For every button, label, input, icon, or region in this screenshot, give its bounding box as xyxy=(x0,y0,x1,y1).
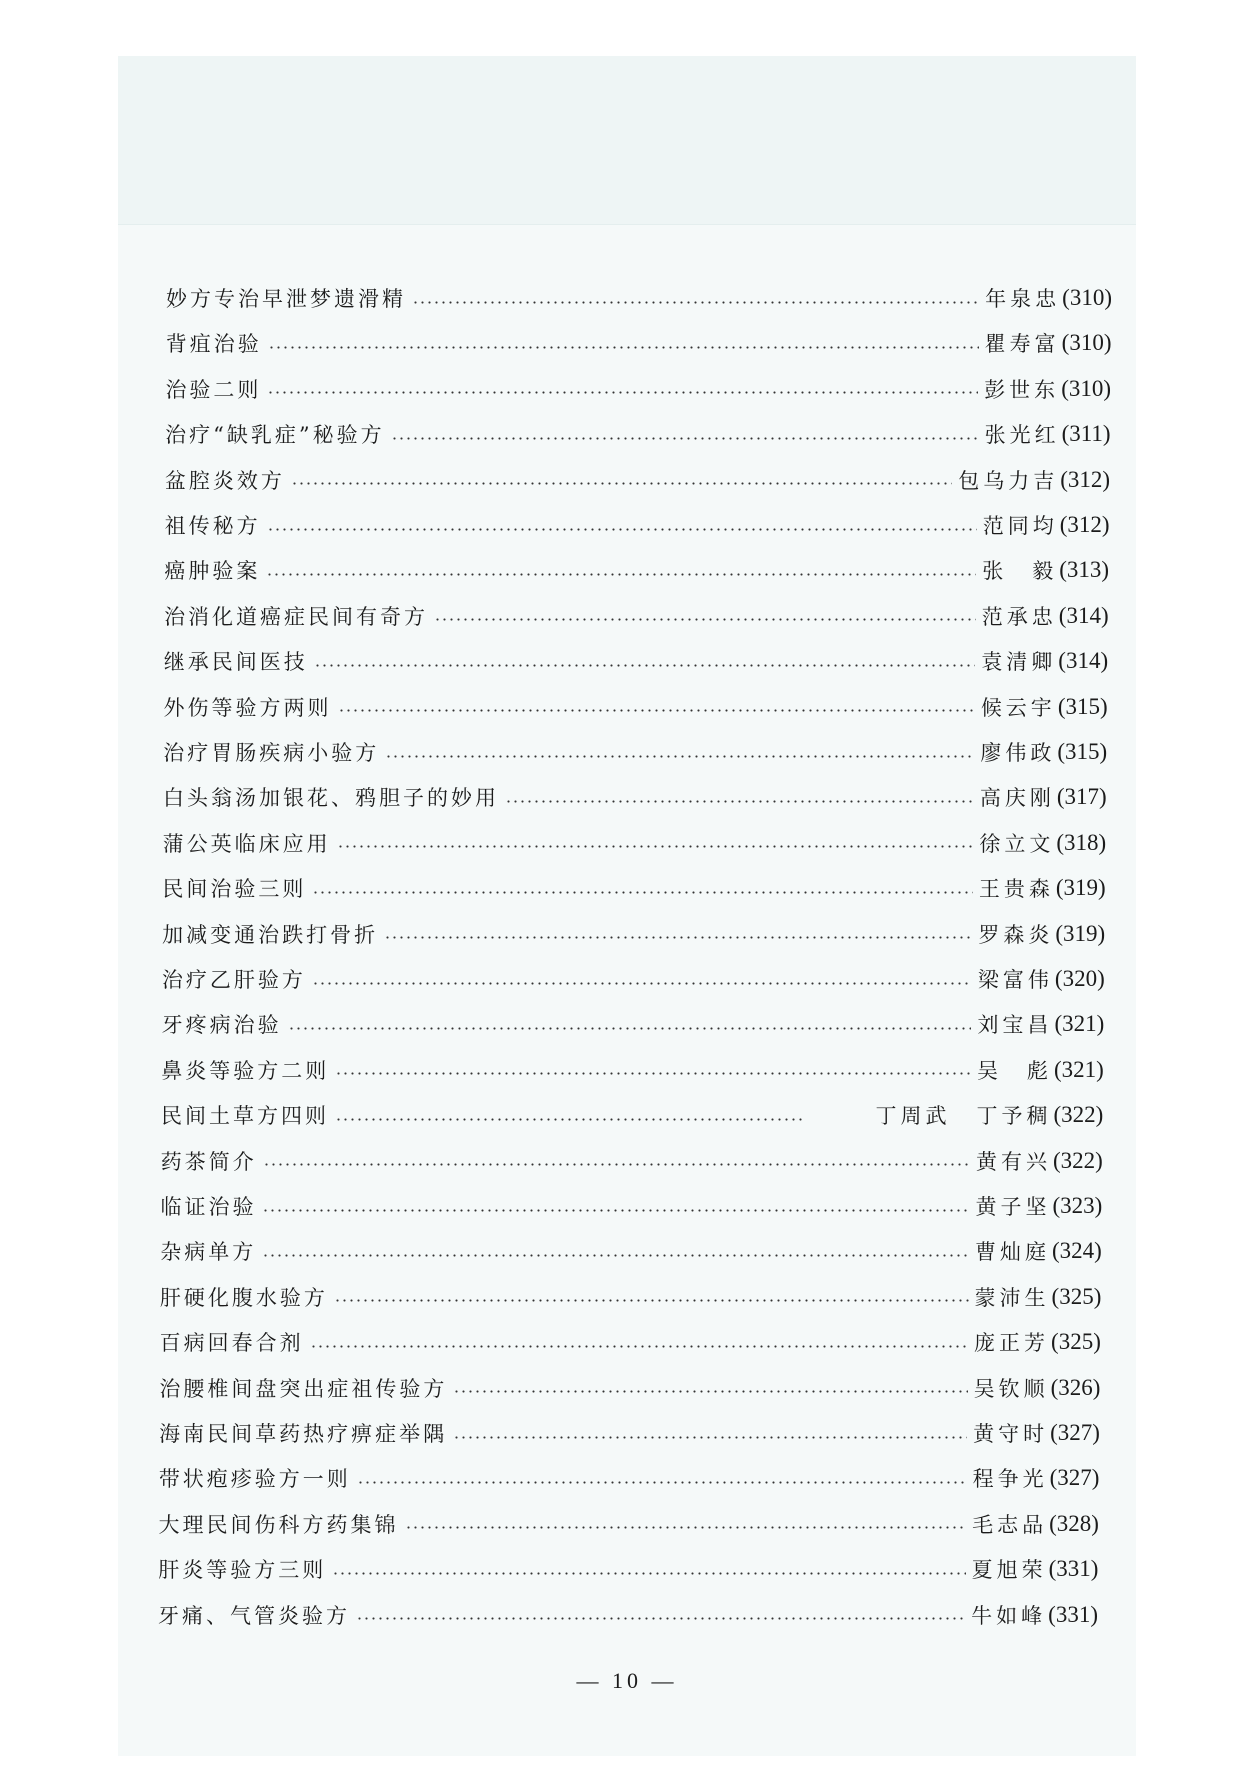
toc-entry xyxy=(159,1368,1100,1408)
toc-entry-author: 袁清卿 xyxy=(981,650,1057,675)
toc-entry xyxy=(162,868,1105,908)
toc-entry-page: (324) xyxy=(1052,1238,1102,1264)
toc-entry-page: (321) xyxy=(1053,1056,1104,1082)
toc-entry-page: (321) xyxy=(1054,1011,1105,1037)
page-number: — 10 — xyxy=(576,1668,678,1693)
dot-leader xyxy=(332,1572,965,1575)
toc-entry-title: 白头翁汤加银花、鸦胆子的妙用 xyxy=(162,786,499,811)
toc-entry-page: (314) xyxy=(1058,648,1109,674)
toc-entry-author: 庞正芳 xyxy=(974,1331,1050,1356)
toc-entry-author: 黄子坚 xyxy=(975,1195,1051,1219)
toc-entry-author: 廖伟政 xyxy=(980,741,1056,765)
toc-entry xyxy=(158,1549,1098,1589)
toc-entry xyxy=(158,1595,1098,1635)
dot-leader xyxy=(335,1118,805,1121)
dot-leader xyxy=(405,1526,967,1529)
toc-entry-title: 鼻炎等验方二则 xyxy=(161,1058,330,1083)
dot-leader xyxy=(453,1436,967,1439)
toc-entry xyxy=(159,1413,1100,1453)
dot-leader xyxy=(263,1163,970,1166)
toc-entry-author: 年泉忠 xyxy=(985,287,1061,311)
dot-leader xyxy=(338,709,975,712)
toc-entry-title: 大理民间伤科方药集锦 xyxy=(158,1512,399,1537)
toc-entry-author: 牛如峰 xyxy=(971,1603,1047,1628)
toc-entry-page: (310) xyxy=(1062,285,1112,310)
toc-entry-title: 药茶简介 xyxy=(160,1149,257,1174)
toc-entry-title: 海南民间草药热疗痹症举隅 xyxy=(159,1422,448,1446)
toc-entry-author: 蒙沛生 xyxy=(974,1285,1050,1310)
toc-entry-author: 黄守时 xyxy=(973,1422,1049,1446)
toc-entry xyxy=(164,641,1108,681)
toc-entry-author: 夏旭荣 xyxy=(971,1558,1047,1583)
toc-entry-page: (322) xyxy=(1053,1102,1104,1128)
toc-entry-page: (331) xyxy=(1048,1556,1099,1582)
toc-entry xyxy=(165,369,1111,409)
toc-entry xyxy=(166,278,1112,318)
toc-entry-page: (322) xyxy=(1052,1147,1103,1173)
toc-entry-title: 治消化道癌症民间有奇方 xyxy=(164,604,429,629)
toc-entry-author: 黄有兴 xyxy=(975,1149,1051,1174)
toc-entry-author: 曹灿庭 xyxy=(975,1240,1051,1265)
toc-entry xyxy=(163,732,1107,772)
toc-entry-author: 张 毅 xyxy=(982,559,1058,584)
toc-entry-title: 祖传秘方 xyxy=(164,514,261,538)
dot-leader xyxy=(312,891,972,894)
toc-entry-page: (326) xyxy=(1050,1374,1101,1400)
toc-entry-title: 临证治验 xyxy=(160,1195,257,1219)
dot-leader xyxy=(453,1390,967,1393)
dot-leader xyxy=(391,437,979,440)
toc-entry-title: 妙方专治早泄梦遗滑精 xyxy=(166,287,406,311)
toc-entry xyxy=(160,1231,1102,1271)
toc-entry xyxy=(161,1050,1103,1090)
dot-leader xyxy=(337,845,974,848)
dot-leader xyxy=(334,1299,969,1302)
toc-entry-page: (312) xyxy=(1059,512,1110,537)
toc-entry xyxy=(163,823,1107,863)
toc-entry xyxy=(164,550,1109,590)
toc-entry xyxy=(161,1141,1103,1181)
dot-leader xyxy=(268,346,979,349)
toc-entry xyxy=(162,914,1105,954)
toc-entry-title: 治腰椎间盘突出症祖传验方 xyxy=(159,1376,448,1401)
toc-entry-title: 盆腔炎效方 xyxy=(164,468,285,493)
dot-leader xyxy=(266,573,976,576)
toc-entry-title: 民间治验三则 xyxy=(162,877,307,902)
toc-entry-author: 刘宝昌 xyxy=(977,1013,1053,1038)
toc-entry-page: (319) xyxy=(1055,875,1106,901)
toc-entry xyxy=(164,596,1109,636)
toc-entry-coauthor: 丁周武 xyxy=(875,1104,951,1129)
dot-leader xyxy=(505,800,974,803)
toc-entry-title: 牙痛、气管炎验方 xyxy=(158,1603,350,1628)
toc-entry-title: 牙疼病治验 xyxy=(161,1013,282,1038)
dot-leader xyxy=(310,1345,968,1348)
toc-entry-title: 蒲公英临床应用 xyxy=(162,831,331,856)
dot-leader xyxy=(357,1481,967,1484)
toc-entry xyxy=(159,1504,1099,1544)
toc-entry-author: 瞿寿富 xyxy=(984,332,1060,357)
dot-leader xyxy=(267,528,977,531)
dot-leader xyxy=(384,936,972,939)
toc-entry xyxy=(163,777,1107,817)
toc-entry-page: (327) xyxy=(1050,1420,1100,1445)
toc-entry-title: 外伤等验方两则 xyxy=(163,695,332,720)
dot-leader xyxy=(434,618,976,621)
toc-entry-author: 程争光 xyxy=(972,1467,1048,1492)
toc-entry-title: 百病回春合剂 xyxy=(159,1331,304,1356)
toc-entry-title: 带状疱疹验方一则 xyxy=(158,1467,351,1492)
toc-entry xyxy=(166,323,1112,363)
toc-entry-page: (331) xyxy=(1048,1601,1098,1627)
toc-entry-page: (328) xyxy=(1049,1510,1099,1536)
toc-entry xyxy=(162,959,1105,999)
dot-leader xyxy=(262,1209,969,1212)
toc-entry-page: (310) xyxy=(1061,375,1112,401)
toc-entry xyxy=(162,1004,1105,1044)
dot-leader xyxy=(335,1072,971,1075)
dot-leader xyxy=(412,301,979,304)
toc-entry xyxy=(160,1322,1101,1362)
toc-entry-author: 范同均 xyxy=(982,514,1058,538)
toc-entry-author: 丁予稠 xyxy=(976,1104,1052,1129)
toc-entry-title: 癌肿验案 xyxy=(164,559,261,584)
toc-entry-author: 徐立文 xyxy=(979,831,1055,856)
toc-entry-author: 候云宇 xyxy=(980,695,1056,720)
toc-entry-title: 继承民间医技 xyxy=(163,650,308,675)
toc-entry-author: 高庆刚 xyxy=(979,786,1055,811)
toc-entry-author: 王贵森 xyxy=(978,877,1054,902)
dot-leader xyxy=(262,1254,969,1257)
toc-entry-page: (311) xyxy=(1061,421,1111,447)
toc-entry-author: 吴 彪 xyxy=(976,1058,1052,1083)
toc-entry-page: (312) xyxy=(1060,466,1111,492)
toc-entry xyxy=(164,687,1108,727)
toc-entry-title: 治验二则 xyxy=(165,377,262,402)
toc-entry xyxy=(161,1095,1103,1135)
toc-entry xyxy=(159,1458,1100,1498)
toc-entry-page: (323) xyxy=(1052,1193,1103,1218)
dot-leader xyxy=(314,664,976,667)
toc-entry-title: 民间土草方四则 xyxy=(161,1104,330,1129)
dot-leader xyxy=(267,391,978,394)
toc-entry-page: (325) xyxy=(1051,1283,1102,1309)
toc-entry-title: 背疽治验 xyxy=(165,332,262,357)
toc-entry xyxy=(160,1277,1101,1317)
toc-entry-page: (320) xyxy=(1054,966,1105,991)
header-band xyxy=(118,56,1136,225)
toc-entry-page: (315) xyxy=(1057,693,1108,719)
toc-entry-page: (310) xyxy=(1061,330,1112,356)
toc-entry-page: (314) xyxy=(1058,602,1109,628)
toc-entry-author: 罗森炎 xyxy=(978,922,1054,947)
toc-entry-title: 肝硬化腹水验方 xyxy=(159,1285,328,1310)
toc-entry-author: 彭世东 xyxy=(984,377,1060,402)
toc-entry xyxy=(165,460,1110,500)
toc-entry-author: 张光红 xyxy=(984,423,1060,448)
toc-entry xyxy=(160,1186,1102,1226)
toc-entry-title: 加减变通治跌打骨折 xyxy=(162,922,379,947)
toc-entry-author: 梁富伟 xyxy=(977,968,1053,992)
toc-entry xyxy=(165,414,1110,454)
dot-leader xyxy=(312,982,972,985)
toc-entry-page: (325) xyxy=(1051,1329,1101,1355)
toc-entry-author: 毛志品 xyxy=(972,1512,1048,1537)
dot-leader xyxy=(356,1617,965,1620)
toc-entry-title: 肝炎等验方三则 xyxy=(158,1558,327,1583)
toc-entry-title: 杂病单方 xyxy=(160,1240,257,1265)
toc-entry-author: 吴钦顺 xyxy=(973,1376,1049,1401)
toc-entry-page: (315) xyxy=(1057,739,1108,764)
toc-entry-page: (319) xyxy=(1055,920,1106,946)
toc-entry-title: 治疗胃肠疾病小验方 xyxy=(163,741,380,765)
toc-entry-page: (327) xyxy=(1049,1465,1100,1491)
toc-entry-page: (317) xyxy=(1056,784,1107,810)
toc-entry-author: 范承忠 xyxy=(981,604,1057,629)
toc-entry-page: (318) xyxy=(1056,829,1107,855)
toc-entry-title: 治疗乙肝验方 xyxy=(161,968,306,992)
toc-entry xyxy=(165,505,1110,545)
toc-entry-title: 治疗“缺乳症”秘验方 xyxy=(165,423,385,448)
toc-entry-author: 包乌力吉 xyxy=(958,468,1059,493)
toc-entry-page: (313) xyxy=(1059,557,1110,583)
dot-leader xyxy=(385,755,974,758)
dot-leader xyxy=(291,482,952,485)
document-page xyxy=(118,56,1136,1756)
dot-leader xyxy=(288,1027,972,1030)
